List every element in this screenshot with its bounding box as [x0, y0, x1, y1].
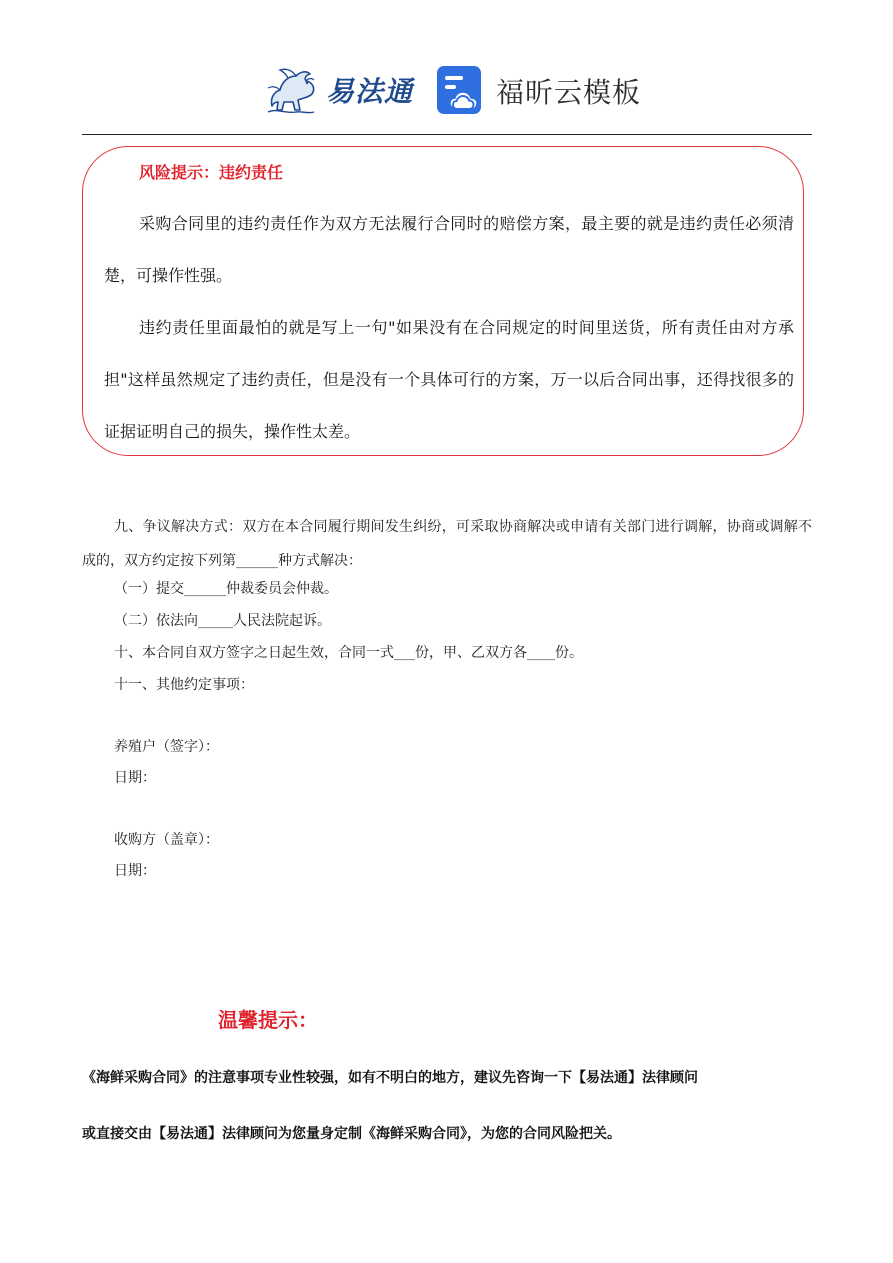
- warm-tips-line-2: 或直接交由【易法通】法律顾问为您量身定制《海鲜采购合同》，为您的合同风险把关。: [82, 1126, 621, 1142]
- header-divider: [82, 134, 812, 135]
- cloud-document-icon: [436, 65, 486, 117]
- clause-11-other-terms: 十一、其他约定事项：: [114, 677, 254, 693]
- qilin-icon: [262, 62, 322, 118]
- party-a-date-label: 日期：: [114, 770, 156, 786]
- clause-9-option-1: （一）提交______仲裁委员会仲裁。: [114, 581, 338, 597]
- party-a-signature-label: 养殖户（签字）：: [114, 739, 219, 755]
- foxit-cloud-template-logo: [436, 64, 641, 118]
- risk-tip-paragraph-1: 采购合同里的违约责任作为双方无法履行合同时的赔偿方案，最主要的就是违约责任必须清楚，可操作性强。: [104, 214, 794, 285]
- yifatong-logo-text: 易法通: [326, 75, 414, 108]
- party-b-date-label: 日期：: [114, 863, 156, 879]
- party-b-seal-label: 收购方（盖章）：: [114, 832, 219, 848]
- foxit-cloud-template-text: 福昕云模板: [496, 77, 642, 108]
- clause-9-dispute-resolution: 九、争议解决方式：双方在本合同履行期间发生纠纷，可采取协商解决或申请有关部门进行调解，协商或调解不成的，双方约定按下列第______种方式解决：: [82, 519, 812, 569]
- clause-10-effectiveness: 十、本合同自双方签字之日起生效，合同一式___份，甲、乙双方各____份。: [114, 645, 583, 661]
- warm-tips-line-1: 《海鲜采购合同》的注意事项专业性较强，如有不明白的地方，建议先咨询一下【易法通】法律顾问: [82, 1070, 698, 1086]
- risk-tip-paragraph-2: 违约责任里面最怕的就是写上一句"如果没有在合同规定的时间里送货，所有责任由对方承担"这样虽然规定了违约责任，但是没有一个具体可行的方案，万一以后合同出事，还得找很多的证据证明自己的损失，操作性太差。: [104, 318, 794, 441]
- warm-tips-title: 温馨提示：: [218, 1008, 318, 1032]
- page-header: [0, 0, 893, 136]
- clause-9-option-2: （二）依法向_____人民法院起诉。: [114, 613, 331, 629]
- yifatong-logo: [262, 62, 413, 118]
- risk-tip-title: 风险提示：违约责任: [139, 163, 284, 182]
